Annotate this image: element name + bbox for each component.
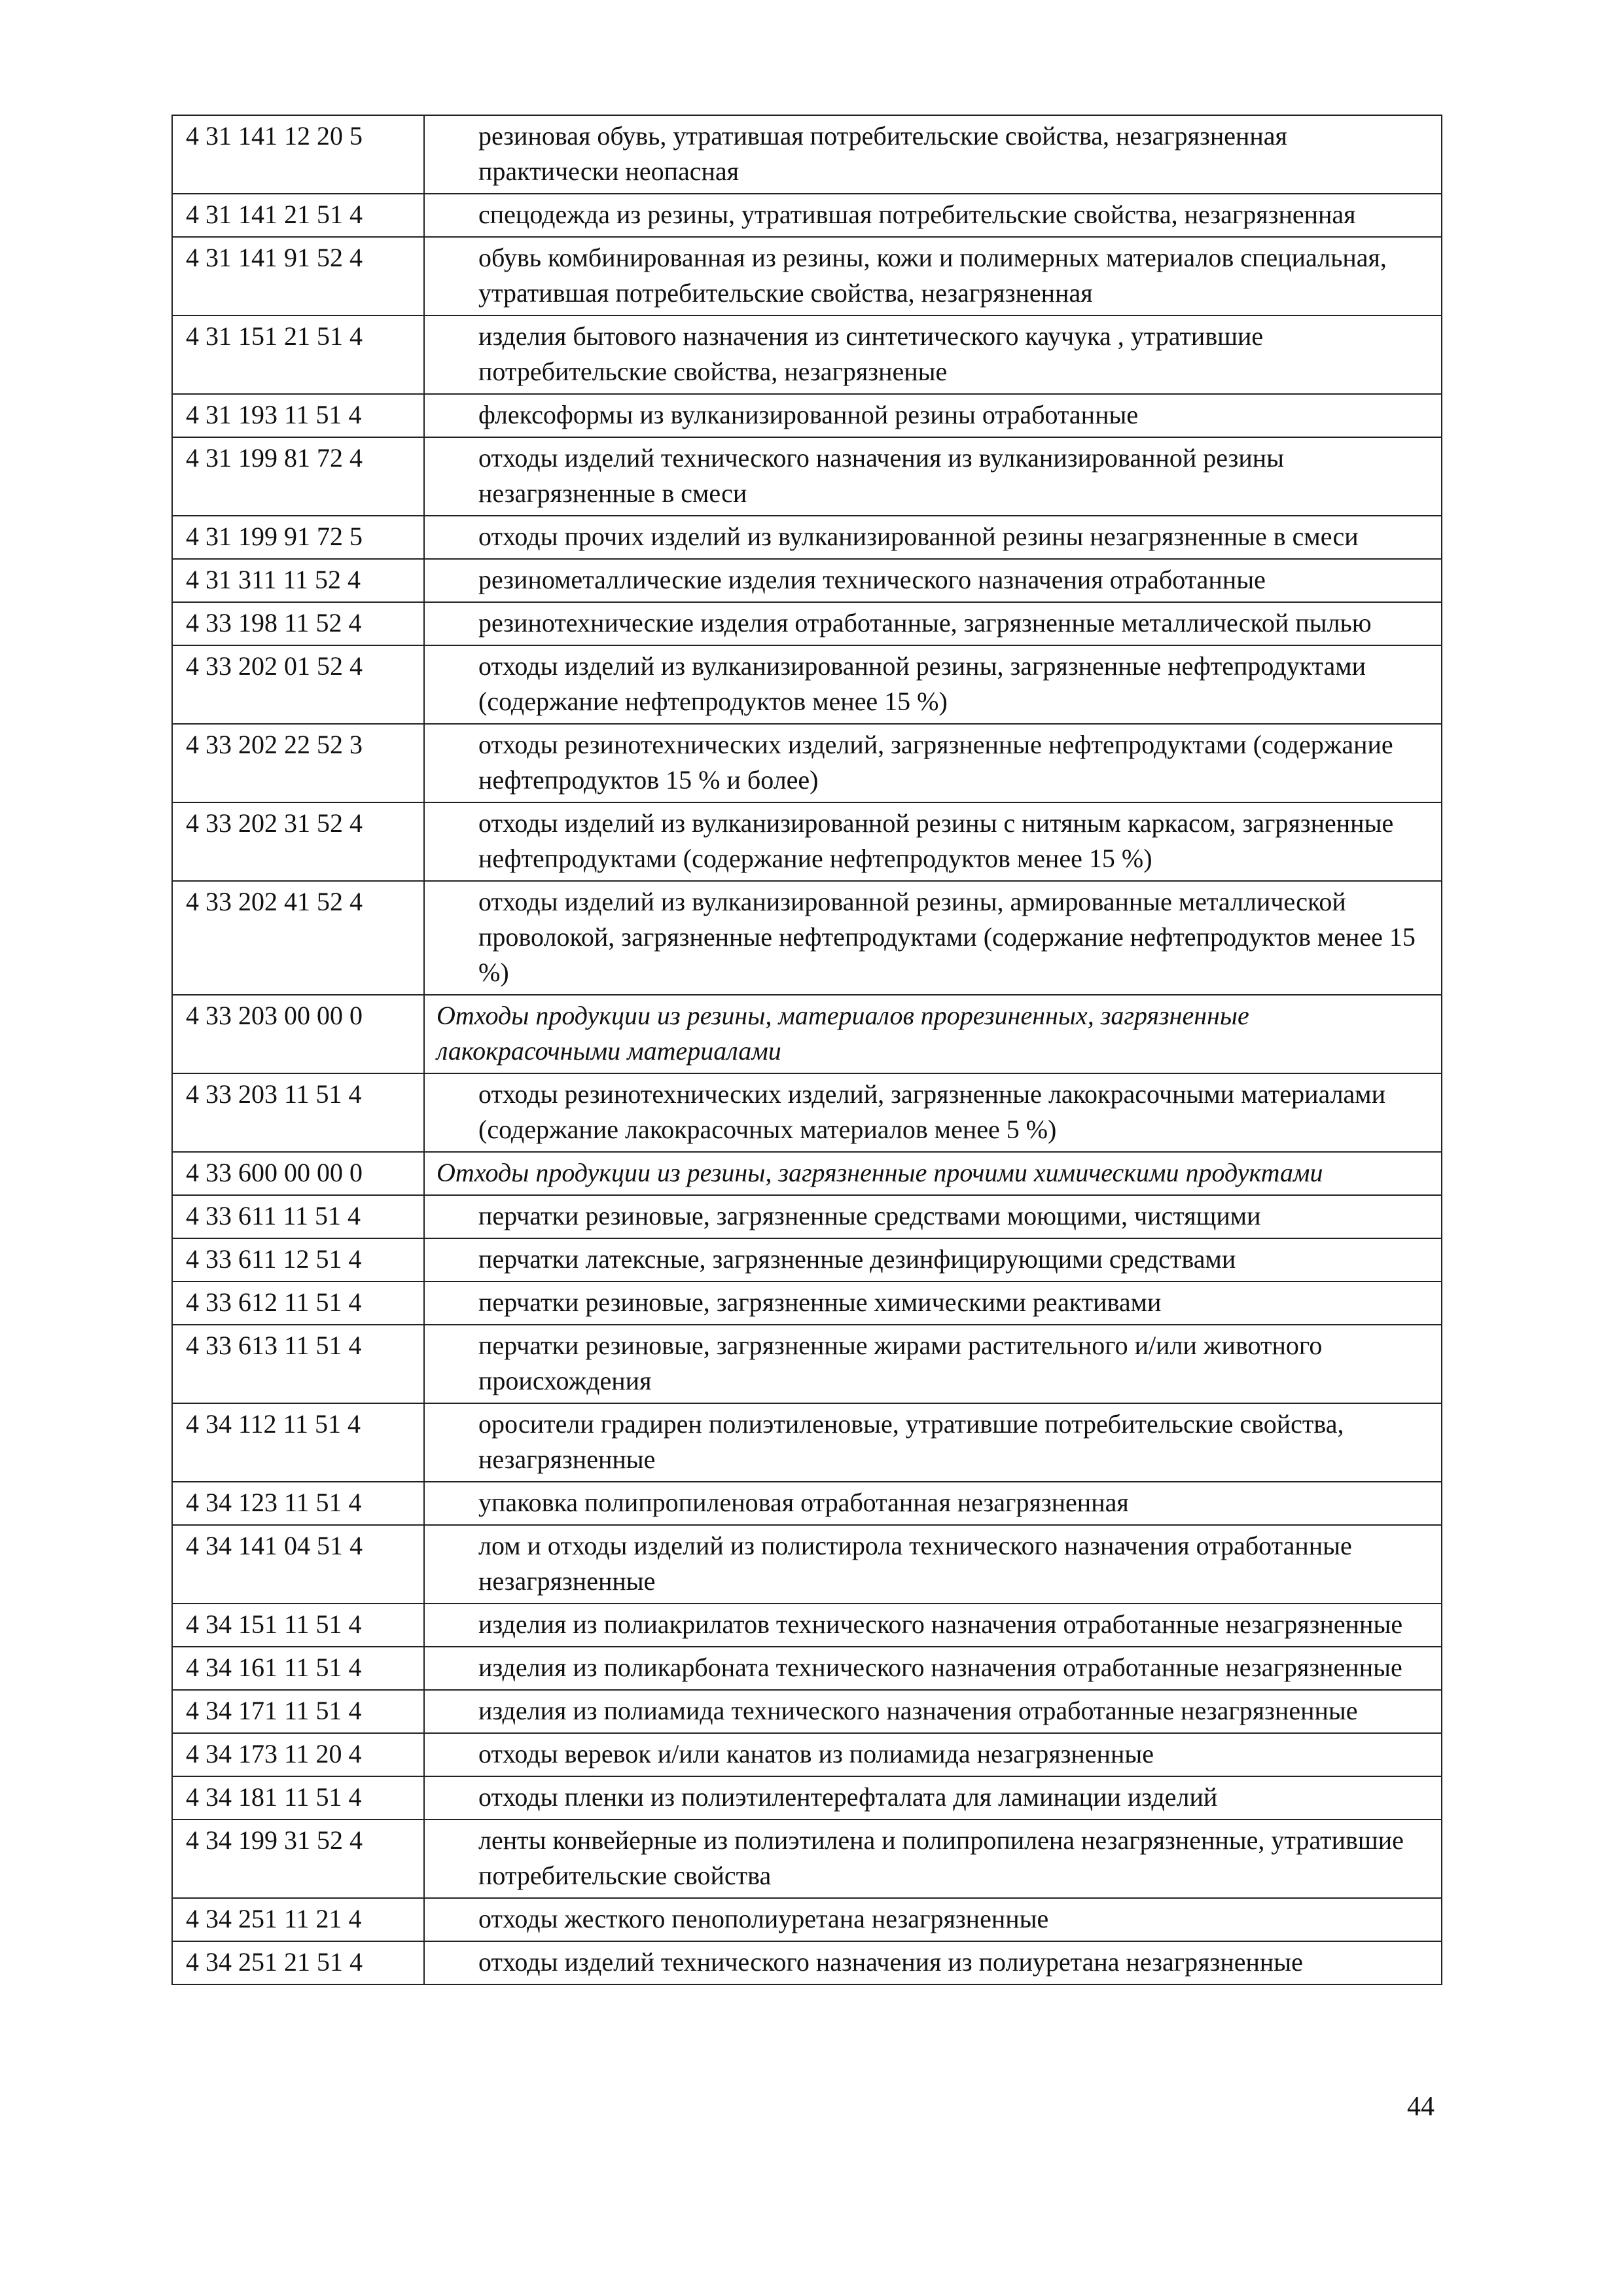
table-row (172, 559, 1442, 602)
waste-description-cell: резинометаллические изделия технического назначения отработанные (424, 559, 1442, 602)
waste-code-cell: 4 33 613 11 51 4 (172, 1325, 424, 1403)
waste-code-cell: 4 34 112 11 51 4 (172, 1403, 424, 1482)
waste-description-cell: изделия из полиакрилатов технического назначения отработанные незагрязненные (424, 1604, 1442, 1647)
waste-description-cell: перчатки резиновые, загрязненные жирами растительного и/или животного происхождения (424, 1325, 1442, 1403)
waste-description-cell: упаковка полипропиленовая отработанная незагрязненная (424, 1482, 1442, 1525)
table-row (172, 237, 1442, 315)
waste-classification-table (171, 115, 1442, 1985)
waste-description-cell: изделия из полиамида технического назначения отработанные незагрязненные (424, 1690, 1442, 1733)
waste-code-cell: 4 34 123 11 51 4 (172, 1482, 424, 1525)
table-row (172, 315, 1442, 394)
waste-code-cell: 4 34 141 04 51 4 (172, 1525, 424, 1604)
waste-code-cell: 4 33 202 22 52 3 (172, 724, 424, 802)
table-row (172, 1647, 1442, 1690)
table-row (172, 1733, 1442, 1776)
waste-code-cell: 4 31 141 21 51 4 (172, 194, 424, 237)
waste-description-cell: резиновая обувь, утратившая потребительские свойства, незагрязненная практически неопасная (424, 115, 1442, 194)
waste-description-cell: отходы веревок и/или канатов из полиамида незагрязненные (424, 1733, 1442, 1776)
table-row (172, 881, 1442, 995)
waste-code-cell: 4 34 251 21 51 4 (172, 1941, 424, 1984)
waste-description-cell: отходы изделий технического назначения из полиуретана незагрязненные (424, 1941, 1442, 1984)
waste-code-cell: 4 34 171 11 51 4 (172, 1690, 424, 1733)
waste-code-cell: 4 33 202 31 52 4 (172, 802, 424, 881)
waste-description-cell: резинотехнические изделия отработанные, загрязненные металлической пылью (424, 602, 1442, 645)
waste-description-cell: отходы изделий из вулканизированной резины, загрязненные нефтепродуктами (содержание нефтепродуктов менее 15 %) (424, 645, 1442, 724)
waste-description-cell: отходы пленки из полиэтилентерефталата для ламинации изделий (424, 1776, 1442, 1820)
table-body (172, 115, 1442, 1984)
waste-description-cell: флексоформы из вулканизированной резины отработанные (424, 394, 1442, 437)
table-row (172, 1195, 1442, 1238)
waste-description-cell: отходы изделий из вулканизированной резины, армированные металлической проволокой, загрязненные нефтепродуктами (содержание нефтепродуктов менее 15 %) (424, 881, 1442, 995)
waste-code-cell: 4 33 198 11 52 4 (172, 602, 424, 645)
table-row (172, 802, 1442, 881)
waste-code-cell: 4 31 311 11 52 4 (172, 559, 424, 602)
table-row (172, 1820, 1442, 1898)
waste-code-cell: 4 31 199 81 72 4 (172, 437, 424, 516)
waste-description-cell: отходы изделий технического назначения из вулканизированной резины незагрязненные в смеси (424, 437, 1442, 516)
waste-code-cell: 4 34 173 11 20 4 (172, 1733, 424, 1776)
waste-code-cell: 4 34 151 11 51 4 (172, 1604, 424, 1647)
group-description-cell: Отходы продукции из резины, материалов прорезиненных, загрязненные лакокрасочными материалами (424, 995, 1442, 1073)
waste-code-cell: 4 31 151 21 51 4 (172, 315, 424, 394)
table-group-row (172, 1152, 1442, 1195)
waste-code-cell: 4 33 203 11 51 4 (172, 1073, 424, 1152)
waste-code-cell: 4 31 141 12 20 5 (172, 115, 424, 194)
waste-description-cell: перчатки резиновые, загрязненные химическими реактивами (424, 1282, 1442, 1325)
waste-code-cell: 4 33 203 00 00 0 (172, 995, 424, 1073)
waste-description-cell: отходы изделий из вулканизированной резины с нитяным каркасом, загрязненные нефтепродуктами (содержание нефтепродуктов менее 15 %) (424, 802, 1442, 881)
table-row (172, 1073, 1442, 1152)
waste-description-cell: перчатки латексные, загрязненные дезинфицирующими средствами (424, 1238, 1442, 1282)
waste-code-cell: 4 33 611 11 51 4 (172, 1195, 424, 1238)
table-row (172, 394, 1442, 437)
waste-code-cell: 4 33 202 41 52 4 (172, 881, 424, 995)
table-row (172, 194, 1442, 237)
table-row (172, 645, 1442, 724)
waste-description-cell: отходы резинотехнических изделий, загрязненные нефтепродуктами (содержание нефтепродуктов 15 % и более) (424, 724, 1442, 802)
waste-code-cell: 4 34 181 11 51 4 (172, 1776, 424, 1820)
waste-code-cell: 4 33 600 00 00 0 (172, 1152, 424, 1195)
waste-code-cell: 4 33 611 12 51 4 (172, 1238, 424, 1282)
table-row (172, 1482, 1442, 1525)
waste-description-cell: изделия из поликарбоната технического назначения отработанные незагрязненные (424, 1647, 1442, 1690)
waste-description-cell: отходы резинотехнических изделий, загрязненные лакокрасочными материалами (содержание лакокрасочных материалов менее 5 %) (424, 1073, 1442, 1152)
waste-description-cell: отходы прочих изделий из вулканизированной резины незагрязненные в смеси (424, 516, 1442, 559)
table-row (172, 1238, 1442, 1282)
waste-description-cell: спецодежда из резины, утратившая потребительские свойства, незагрязненная (424, 194, 1442, 237)
table-row (172, 115, 1442, 194)
waste-description-cell: отходы жесткого пенополиуретана незагрязненные (424, 1898, 1442, 1941)
table-row (172, 1403, 1442, 1482)
waste-code-cell: 4 33 612 11 51 4 (172, 1282, 424, 1325)
table-row (172, 602, 1442, 645)
waste-description-cell: лом и отходы изделий из полистирола технического назначения отработанные незагрязненные (424, 1525, 1442, 1604)
table-row (172, 1604, 1442, 1647)
page-number: 44 (1407, 2092, 1435, 2122)
table-row (172, 437, 1442, 516)
table-row (172, 516, 1442, 559)
waste-description-cell: оросители градирен полиэтиленовые, утратившие потребительские свойства, незагрязненные (424, 1403, 1442, 1482)
table-group-row (172, 995, 1442, 1073)
waste-code-cell: 4 34 161 11 51 4 (172, 1647, 424, 1690)
table-row (172, 1282, 1442, 1325)
table-row (172, 1525, 1442, 1604)
waste-code-cell: 4 34 199 31 52 4 (172, 1820, 424, 1898)
table-row (172, 1776, 1442, 1820)
waste-description-cell: ленты конвейерные из полиэтилена и полипропилена незагрязненные, утратившие потребительские свойства (424, 1820, 1442, 1898)
group-description-cell: Отходы продукции из резины, загрязненные прочими химическими продуктами (424, 1152, 1442, 1195)
waste-code-cell: 4 31 141 91 52 4 (172, 237, 424, 315)
table-row (172, 1325, 1442, 1403)
table-row (172, 1690, 1442, 1733)
waste-code-cell: 4 31 199 91 72 5 (172, 516, 424, 559)
table-row (172, 724, 1442, 802)
table-row (172, 1898, 1442, 1941)
waste-description-cell: обувь комбинированная из резины, кожи и полимерных материалов специальная, утратившая потребительские свойства, незагрязненная (424, 237, 1442, 315)
waste-description-cell: изделия бытового назначения из синтетического каучука , утратившие потребительские свойства, незагрязненые (424, 315, 1442, 394)
waste-code-cell: 4 31 193 11 51 4 (172, 394, 424, 437)
table-row (172, 1941, 1442, 1984)
waste-description-cell: перчатки резиновые, загрязненные средствами моющими, чистящими (424, 1195, 1442, 1238)
waste-code-cell: 4 33 202 01 52 4 (172, 645, 424, 724)
waste-code-cell: 4 34 251 11 21 4 (172, 1898, 424, 1941)
